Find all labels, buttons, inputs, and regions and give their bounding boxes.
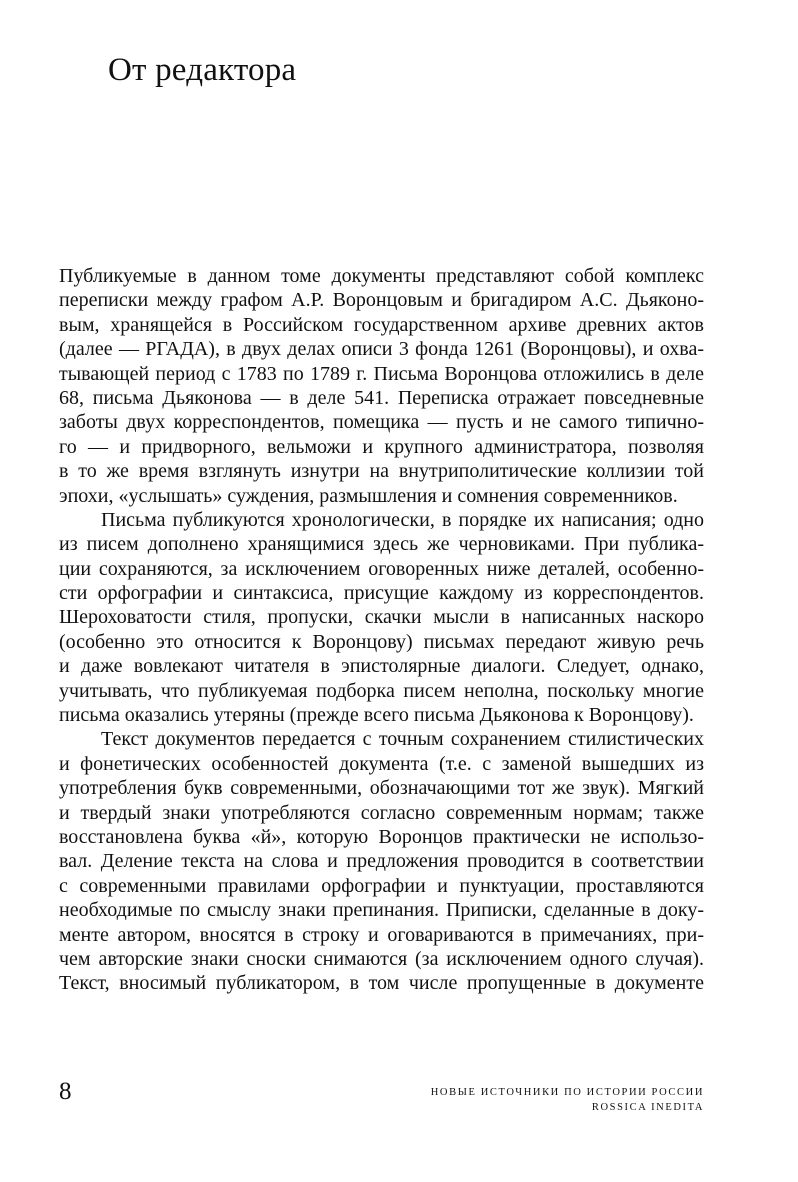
text-line: из писем дополнено хранящимися здесь же черновиками. При публика-	[59, 533, 704, 556]
text-line: 68, письма Дьяконова — в деле 541. Переписка отражает повседневные	[59, 386, 704, 409]
text-line: тывающей период с 1783 по 1789 г. Письма Воронцова отложились в деле	[59, 362, 704, 385]
text-line: учитывать, что публикуемая подборка писем неполна, поскольку многие	[59, 679, 704, 702]
text-line: ции сохраняются, за исключением оговоренных ниже деталей, особенно-	[59, 557, 704, 580]
text-line: в то же время взглянуть изнутри на внутриполитические коллизии той	[59, 460, 704, 483]
text-line: (особенно это относится к Воронцову) письмах передают живую речь	[59, 630, 704, 653]
text-line: восстановлена буква «й», которую Воронцов практически не использо-	[59, 825, 704, 848]
text-line: и твердый знаки употребляются согласно современным нормам; также	[59, 801, 704, 824]
text-line: Публикуемые в данном томе документы представляют собой комплекс	[59, 265, 704, 287]
text-line: Письма публикуются хронологически, в порядке их написания; одно	[101, 508, 704, 531]
series-title: НОВЫЕ ИСТОЧНИКИ ПО ИСТОРИИ РОССИИ	[430, 1087, 704, 1098]
text-line: письма оказались утеряны (прежде всего письма Дьяконова к Воронцову).	[59, 704, 694, 727]
text-line: и даже вовлекают читателя в эпистолярные диалоги. Следует, однако,	[59, 655, 704, 678]
text-line: Текст, вносимый публикатором, в том числе пропущенные в документе	[59, 972, 704, 995]
text-line: употребления букв современными, обозначающими тот же звук). Мягкий	[59, 777, 704, 800]
series-subtitle: ROSSICA INEDITA	[591, 1102, 704, 1113]
text-line: сти орфографии и синтаксиса, присущие каждому из корреспондентов.	[59, 582, 704, 605]
text-line: вым, хранящейся в Российском государственном архиве древних актов	[59, 313, 704, 336]
page-title: От редактора	[108, 52, 297, 88]
text-line: вал. Деление текста на слова и предложения проводится в соответствии	[59, 850, 704, 873]
text-line: менте автором, вносятся в строку и оговариваются в примечаниях, при-	[59, 923, 704, 946]
text-line: с современными правилами орфографии и пунктуации, проставляются	[59, 874, 704, 897]
text-line: чем авторские знаки сноски снимаются (за исключением одного случая).	[59, 947, 704, 970]
body-text	[59, 264, 704, 996]
text-line: Шероховатости стиля, пропуски, скачки мысли в написанных наскоро	[59, 606, 704, 629]
text-line: заботы двух корреспондентов, помещика — пусть и не самого типично-	[59, 411, 704, 434]
running-footer	[431, 1085, 704, 1115]
text-line: переписки между графом А.Р. Воронцовым и бригадиром А.С. Дьяконо-	[59, 289, 704, 312]
text-line: Текст документов передается с точным сохранением стилистических	[101, 728, 704, 751]
text-line: го — и придворного, вельможи и крупного администратора, позволяя	[59, 435, 704, 458]
text-line: и фонетических особенностей документа (т.е. с заменой вышедших из	[59, 752, 704, 775]
page-number: 8	[59, 1078, 72, 1105]
text-line: эпохи, «услышать» суждения, размышления и сомнения современников.	[59, 484, 678, 507]
text-line: (далее — РГАДА), в двух делах описи 3 фонда 1261 (Воронцовы), и охва-	[59, 338, 704, 361]
text-line: необходимые по смыслу знаки препинания. Приписки, сделанные в доку-	[59, 899, 704, 922]
